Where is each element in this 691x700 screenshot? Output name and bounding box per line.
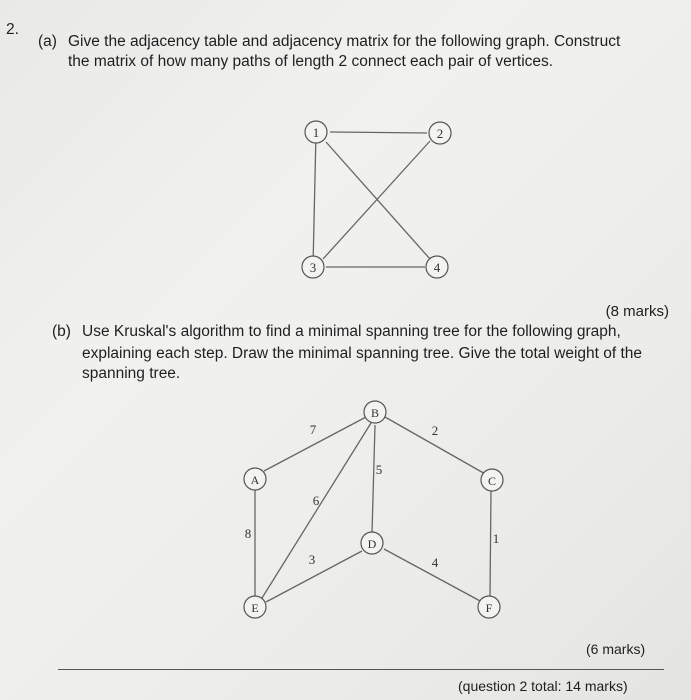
part-b-text-line-1: Use Kruskal's algorithm to find a minimal spanning tree for the following graph,: [82, 323, 621, 340]
edge-1-4: [326, 142, 430, 259]
vertex-A: [244, 468, 266, 490]
vertex-E-label: E: [251, 601, 259, 615]
vertex-2-label: 2: [436, 126, 444, 141]
vertex-2: [429, 122, 451, 144]
part-b-text-line-3: spanning tree.: [82, 365, 181, 382]
vertex-1: [305, 121, 327, 143]
vertex-F-label: F: [485, 601, 493, 615]
weight-C-F: 1: [492, 531, 500, 546]
weight-D-F: 4: [431, 555, 439, 570]
question-total: (question 2 total: 14 marks): [458, 678, 628, 694]
edge-B-D: [372, 425, 375, 533]
part-b-marks: (6 marks): [586, 641, 646, 657]
edge-1-2: [330, 132, 427, 133]
part-b-text-line-2: explaining each step. Draw the minimal spanning tree. Give the total weight of the: [82, 345, 643, 362]
vertex-4: [426, 256, 448, 278]
divider-line: [58, 669, 664, 670]
weight-D-E: 3: [308, 552, 316, 567]
part-b-label: (b): [52, 323, 71, 340]
vertex-1-label: 1: [312, 125, 320, 140]
edge-C-F: [490, 490, 491, 598]
vertex-D-label: D: [367, 537, 377, 551]
vertex-C-label: C: [487, 474, 497, 488]
vertex-A-label: A: [250, 473, 260, 487]
weight-B-C: 2: [431, 423, 439, 438]
vertex-E: [244, 596, 266, 618]
edge-B-E: [262, 423, 371, 598]
vertex-C: [481, 469, 503, 491]
part-a-label: (a): [38, 33, 57, 50]
vertex-3-label: 3: [309, 260, 317, 275]
vertex-4-label: 4: [433, 260, 441, 275]
edge-1-3: [313, 133, 316, 266]
vertex-B-label: B: [370, 406, 380, 420]
weight-B-E: 6: [312, 493, 320, 508]
weight-B-D: 5: [375, 462, 383, 477]
graph-b: [230, 395, 520, 635]
weight-A-B: 7: [309, 422, 317, 437]
part-a-text-line-2: the matrix of how many paths of length 2 connect each pair of vertices.: [68, 53, 554, 70]
vertex-D: [361, 532, 383, 554]
vertex-B: [364, 401, 386, 423]
graph-a: [290, 112, 470, 282]
part-a-text-line-1: Give the adjacency table and adjacency matrix for the following graph. Construct: [68, 33, 621, 50]
part-a-marks: (8 marks): [605, 303, 669, 320]
vertex-F: [478, 596, 500, 618]
vertex-3: [302, 256, 324, 278]
question-number: 2.: [6, 21, 19, 38]
weight-A-E: 8: [244, 526, 252, 541]
